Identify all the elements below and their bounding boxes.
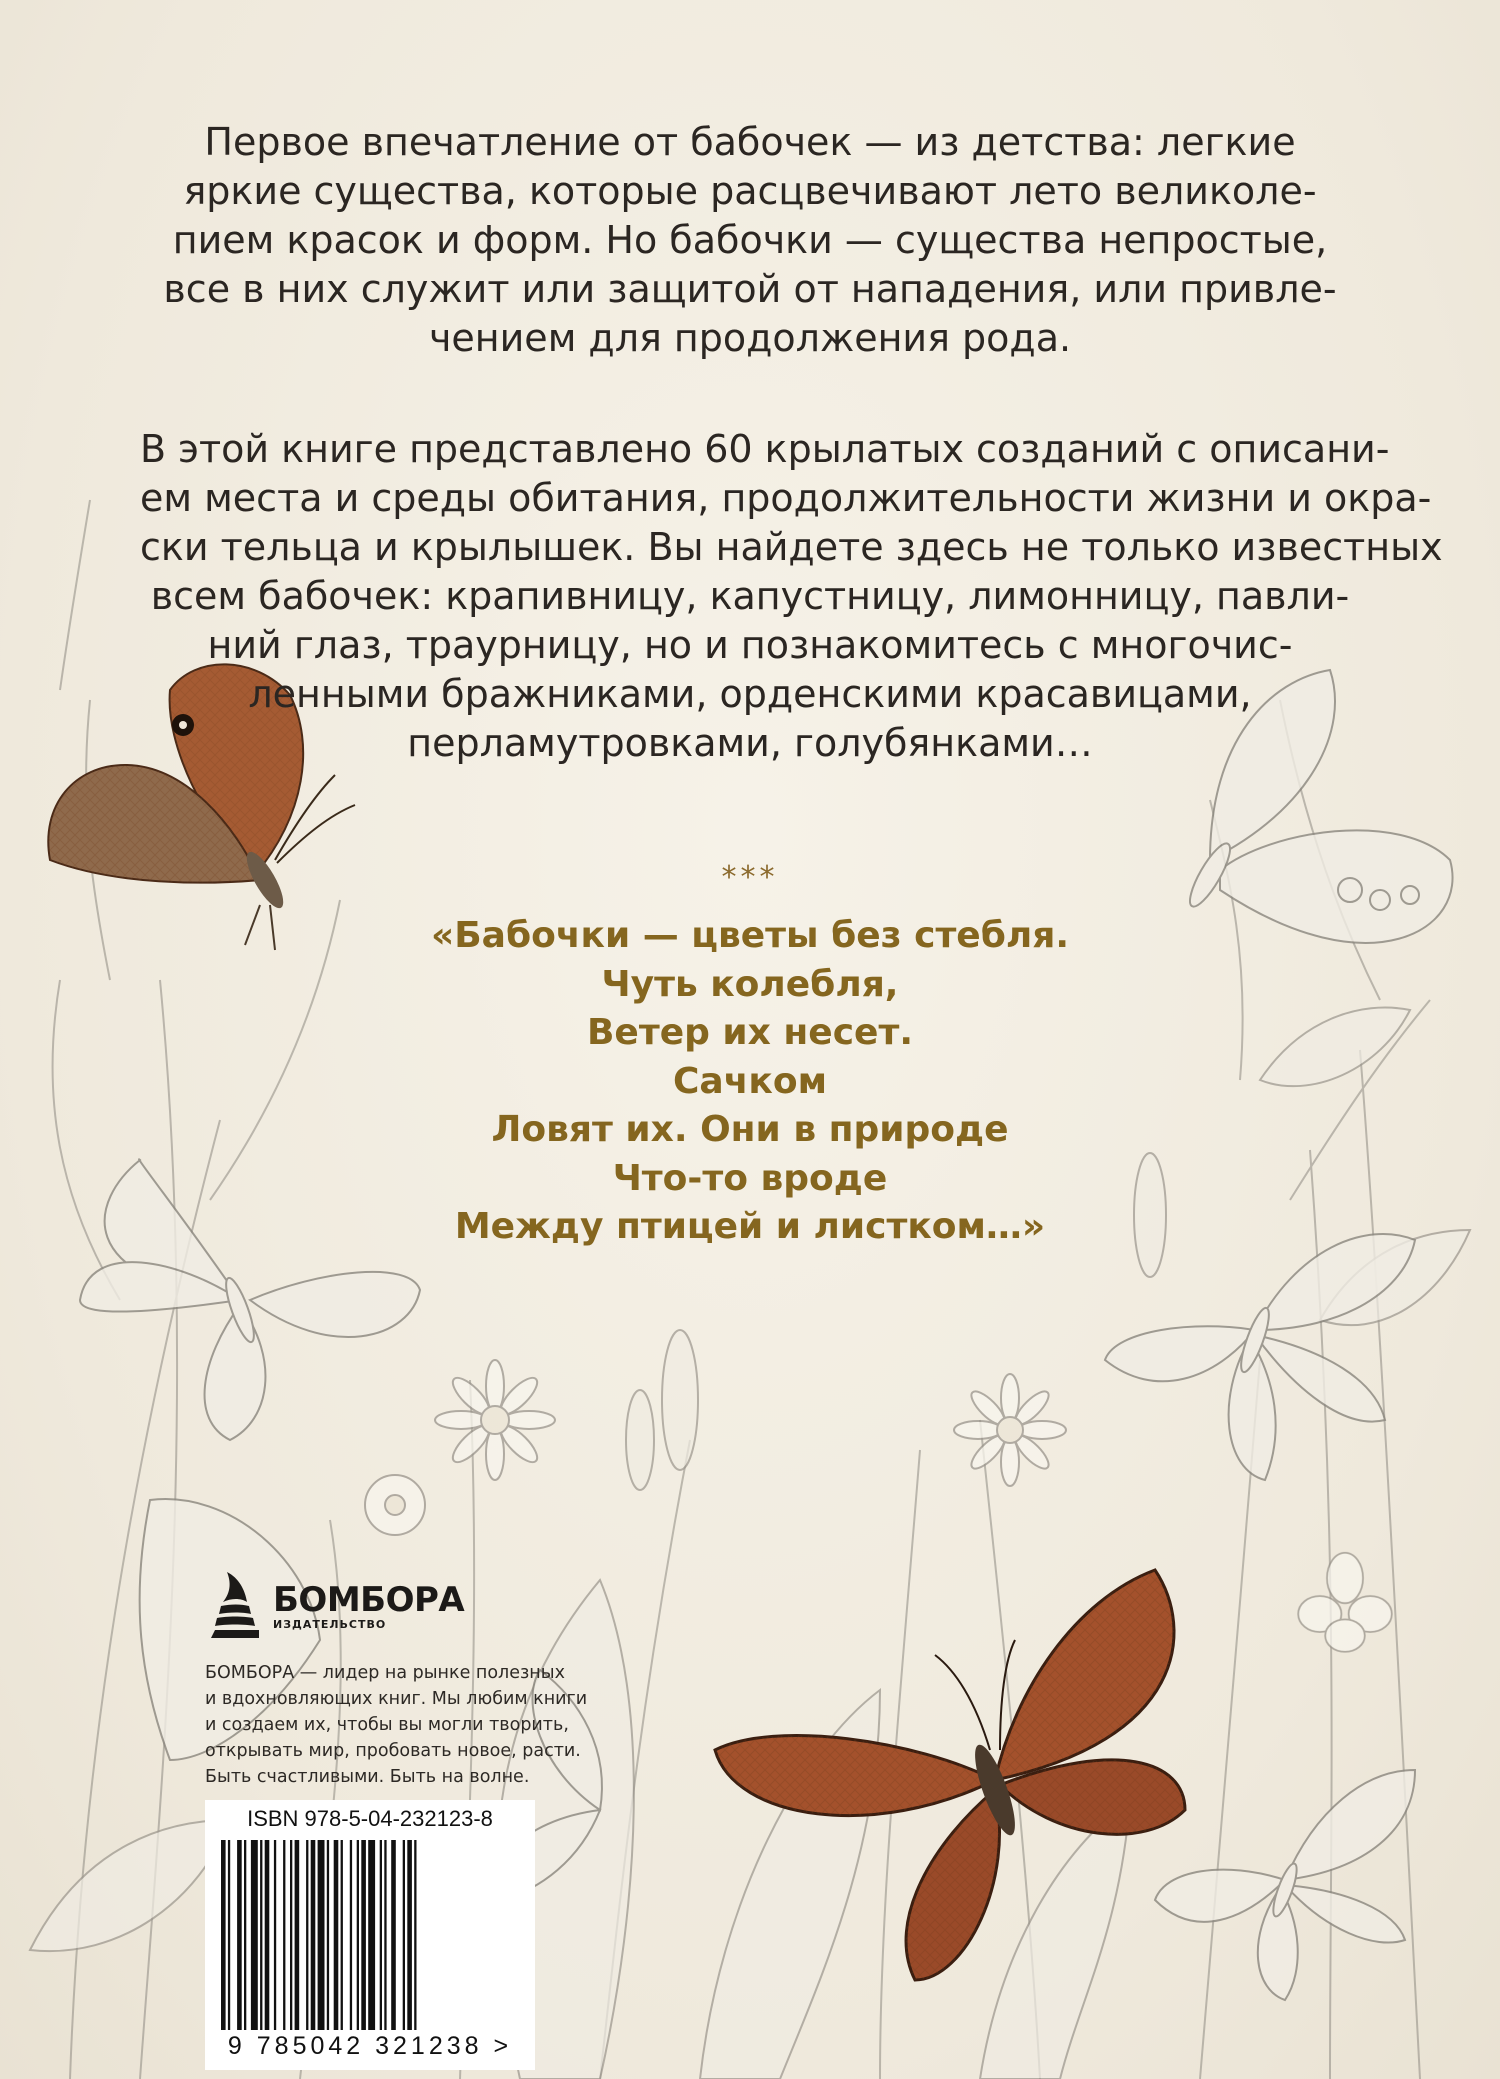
poem-line: Ловят их. Они в природе <box>491 1109 1009 1150</box>
barcode-bar <box>380 1840 382 2030</box>
poem-line: Чуть колебля, <box>601 963 899 1005</box>
poem-line: Сачком <box>672 1060 828 1102</box>
text-line: В этой книге представлено 60 крылатых созданий с описани- <box>140 427 1390 471</box>
publisher-blurb <box>205 1660 645 1790</box>
barcode-bar <box>318 1840 325 2030</box>
poem-line: Ветер их несет. <box>586 1012 913 1053</box>
barcode-bar <box>221 1840 226 2030</box>
isbn-barcode-box <box>205 1800 535 2070</box>
isbn-number: ISBN 978-5-04-232123-8 <box>247 1806 493 1831</box>
text-line: ски тельца и крылышек. Вы найдете здесь не только известных <box>140 525 1443 569</box>
barcode-bar <box>283 1840 285 2030</box>
barcode-bar <box>244 1840 246 2030</box>
text-line: яркие существа, которые расцвечивают лето великоле- <box>183 169 1317 213</box>
barcode-bar <box>384 1840 386 2030</box>
barcode-bar <box>341 1840 343 2030</box>
barcode-digits: 9 785042 321238 > <box>227 2032 513 2060</box>
text-line: ленными бражниками, орденскими красавицами, <box>248 672 1252 716</box>
barcode-bar <box>290 1840 292 2030</box>
text-line: ний глаз, траурницу, но и познакомитесь с многочис- <box>207 623 1293 667</box>
barcode-bar <box>357 1840 359 2030</box>
barcode-bar <box>228 1840 230 2030</box>
poem-line: «Бабочки — цветы без стебля. <box>430 915 1070 956</box>
barcode-bar <box>414 1840 416 2030</box>
publisher-logo <box>205 1568 645 1644</box>
poem-quote <box>300 912 1200 1252</box>
bombora-wave-logo-icon <box>205 1568 265 1644</box>
text-line: пием красок и форм. Но бабочки — существа непростые, <box>172 218 1328 262</box>
barcode-bar <box>391 1840 396 2030</box>
barcode-bar <box>260 1840 262 2030</box>
barcode-bar <box>368 1840 375 2030</box>
text-line: все в них служит или защитой от нападения, или привле- <box>163 267 1337 311</box>
poem-line: Что-то вроде <box>612 1157 888 1199</box>
barcode-bar <box>350 1840 352 2030</box>
barcode-bar <box>334 1840 339 2030</box>
publisher-subtitle: ИЗДАТЕЛЬСТВО <box>273 1617 387 1631</box>
barcode-bar <box>251 1840 258 2030</box>
poem-line: Между птицей и листком…» <box>454 1206 1046 1247</box>
barcode-bar <box>327 1840 329 2030</box>
publisher-block <box>205 1568 645 1790</box>
barcode <box>219 1840 519 2030</box>
barcode-bar <box>306 1840 308 2030</box>
text-line: Первое впечатление от бабочек — из детства: легкие <box>204 120 1296 164</box>
text-line: всем бабочек: крапивницу, капустницу, лимонницу, павли- <box>150 574 1350 618</box>
barcode-bar <box>295 1840 300 2030</box>
barcode-bar <box>403 1840 405 2030</box>
barcode-bar <box>237 1840 242 2030</box>
blurb-line: Быть счастливыми. Быть на волне. <box>205 1767 530 1787</box>
text-line: ем места и среды обитания, продолжительности жизни и окра- <box>140 476 1432 520</box>
description-paragraph-1 <box>140 118 1360 363</box>
blurb-line: БОМБОРА — лидер на рынке полезных <box>205 1663 565 1683</box>
blurb-line: и вдохновляющих книг. Мы любим книги <box>205 1689 588 1709</box>
barcode-bar <box>311 1840 316 2030</box>
blurb-line: открывать мир, пробовать новое, расти. <box>205 1741 581 1761</box>
description-paragraph-2 <box>140 425 1443 768</box>
text-line: чением для продолжения рода. <box>428 316 1072 360</box>
section-separator: *** <box>721 860 779 895</box>
barcode-bar <box>361 1840 366 2030</box>
publisher-name: БОМБОРА <box>273 1579 465 1620</box>
barcode-bar <box>265 1840 270 2030</box>
blurb-line: и создаем их, чтобы вы могли творить, <box>205 1715 569 1735</box>
text-line: перламутровками, голубянками… <box>407 721 1093 765</box>
barcode-bar <box>407 1840 412 2030</box>
barcode-bar <box>274 1840 276 2030</box>
